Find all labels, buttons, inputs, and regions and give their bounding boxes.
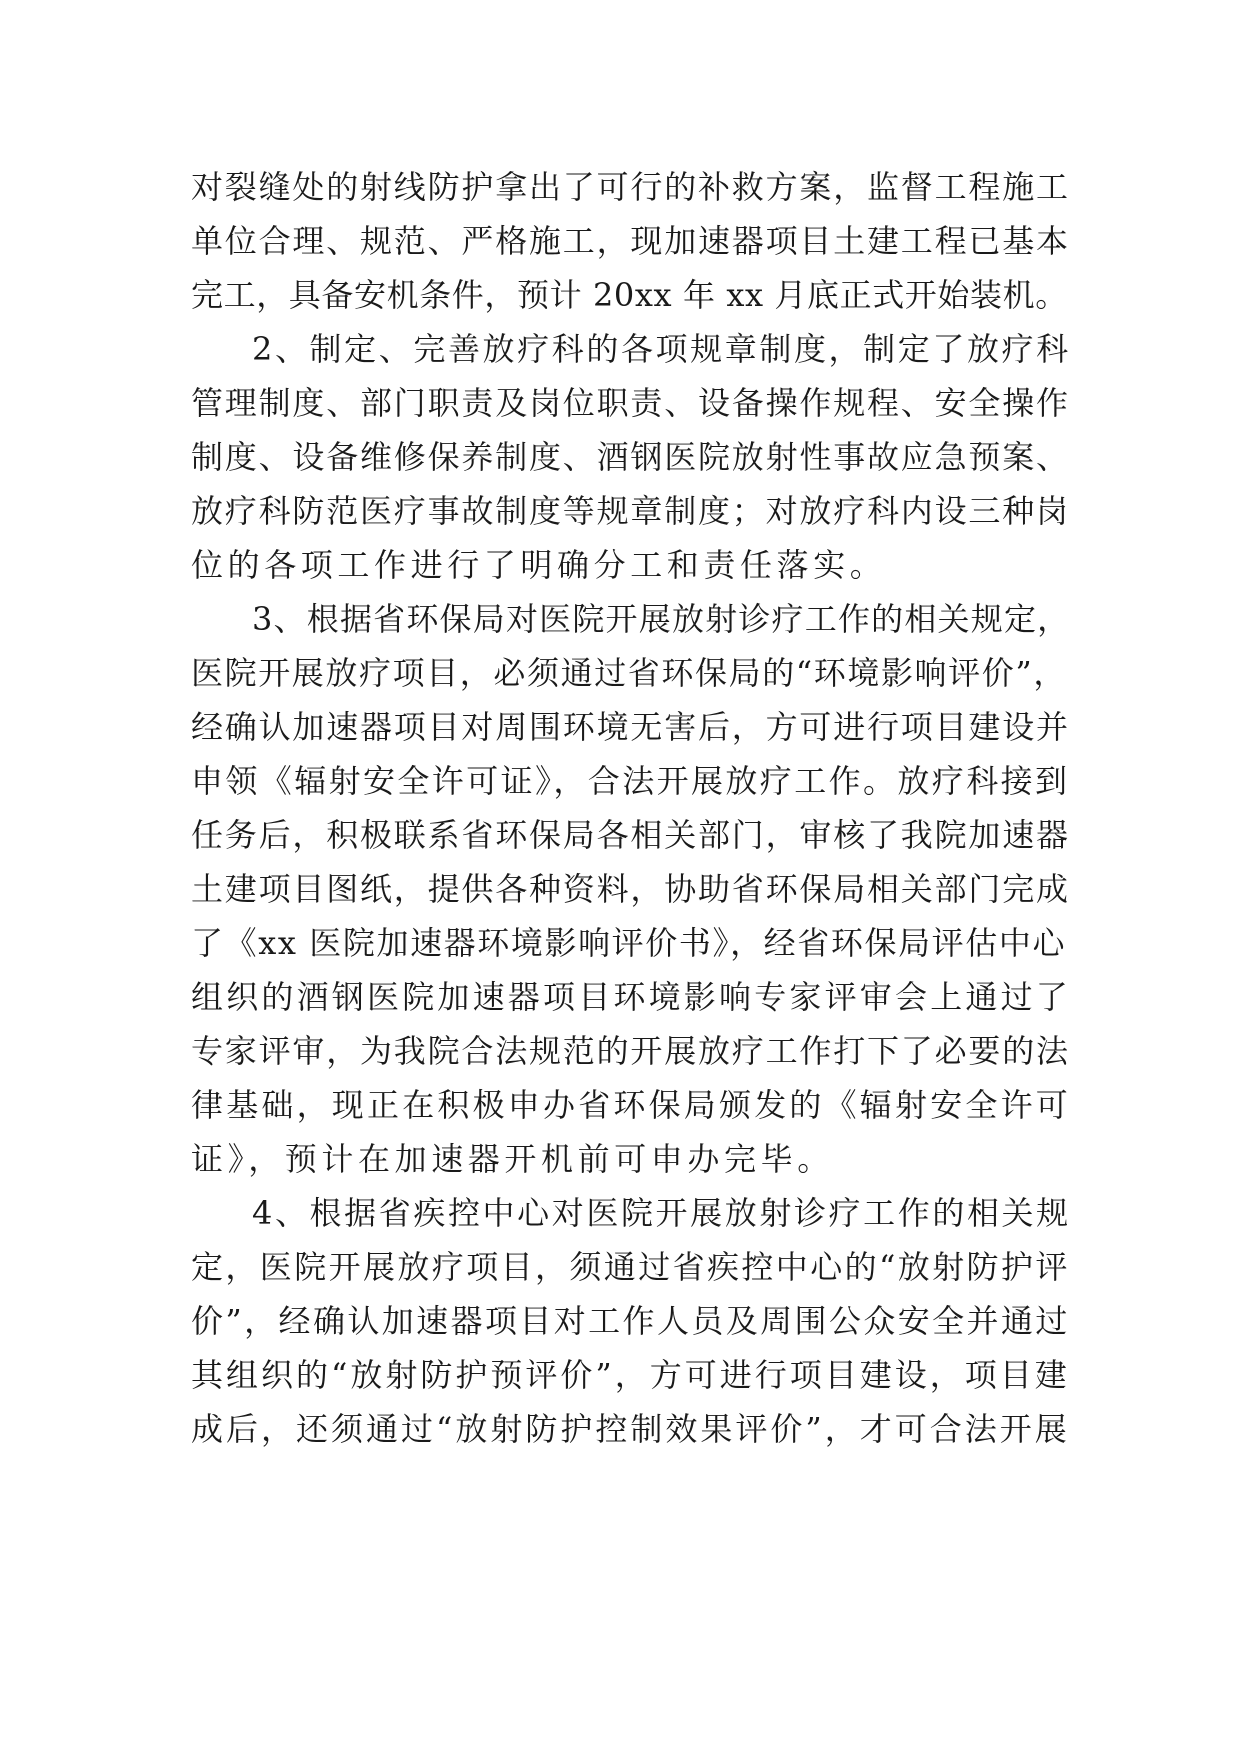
text-line: 了《xx 医院加速器环境影响评价书》，经省环保局评估中心 [191, 924, 1067, 962]
text-line: 任务后，积极联系省环保局各相关部门，审核了我院加速器 [191, 816, 1070, 854]
text-line: 位的各项工作进行了明确分工和责任落实。 [191, 546, 887, 584]
text-line: 组织的酒钢医院加速器项目环境影响专家评审会上通过了 [191, 978, 1072, 1016]
paragraph-2-start: 2、制定、完善放疗科的各项规章制度，制定了放疗科 [252, 330, 1071, 368]
text-line: 对裂缝处的射线防护拿出了可行的补救方案，监督工程施工 [191, 168, 1070, 206]
text-line: 成后，还须通过“放射防护控制效果评价”，才可合法开展 [191, 1410, 1070, 1448]
text-line: 专家评审，为我院合法规范的开展放疗工作打下了必要的法 [191, 1032, 1070, 1070]
text-line: 申领《辐射安全许可证》，合法开展放疗工作。放疗科接到 [191, 762, 1070, 800]
text-line: 制度、设备维修保养制度、酒钢医院放射性事故应急预案、 [191, 438, 1070, 476]
text-line: 土建项目图纸，提供各种资料，协助省环保局相关部门完成 [191, 870, 1070, 908]
text-line: 证》，预计在加速器开机前可申办完毕。 [191, 1140, 834, 1178]
text-line: 律基础，现正在积极申办省环保局颁发的《辐射安全许可 [191, 1086, 1072, 1124]
text-line: 价”，经确认加速器项目对工作人员及周围公众安全并通过 [191, 1302, 1070, 1340]
text-line: 管理制度、部门职责及岗位职责、设备操作规程、安全操作 [191, 384, 1070, 422]
text-line: 经确认加速器项目对周围环境无害后，方可进行项目建设并 [191, 708, 1070, 746]
text-line: 完工，具备安机条件，预计 20xx 年 xx 月底正式开始装机。 [191, 276, 1068, 314]
text-line: 单位合理、规范、严格施工，现加速器项目土建工程已基本 [191, 222, 1070, 260]
paragraph-4-start: 4、根据省疾控中心对医院开展放射诊疗工作的相关规 [252, 1194, 1071, 1232]
text-line: 定，医院开展放疗项目，须通过省疾控中心的“放射防护评 [191, 1248, 1070, 1286]
paragraph-3-start: 3、根据省环保局对医院开展放射诊疗工作的相关规定， [252, 600, 1071, 638]
text-line: 医院开展放疗项目，必须通过省环保局的“环境影响评价”， [191, 654, 1067, 692]
text-line: 其组织的“放射防护预评价”，方可进行项目建设，项目建 [191, 1356, 1070, 1394]
text-line: 放疗科防范医疗事故制度等规章制度；对放疗科内设三种岗 [191, 492, 1070, 530]
